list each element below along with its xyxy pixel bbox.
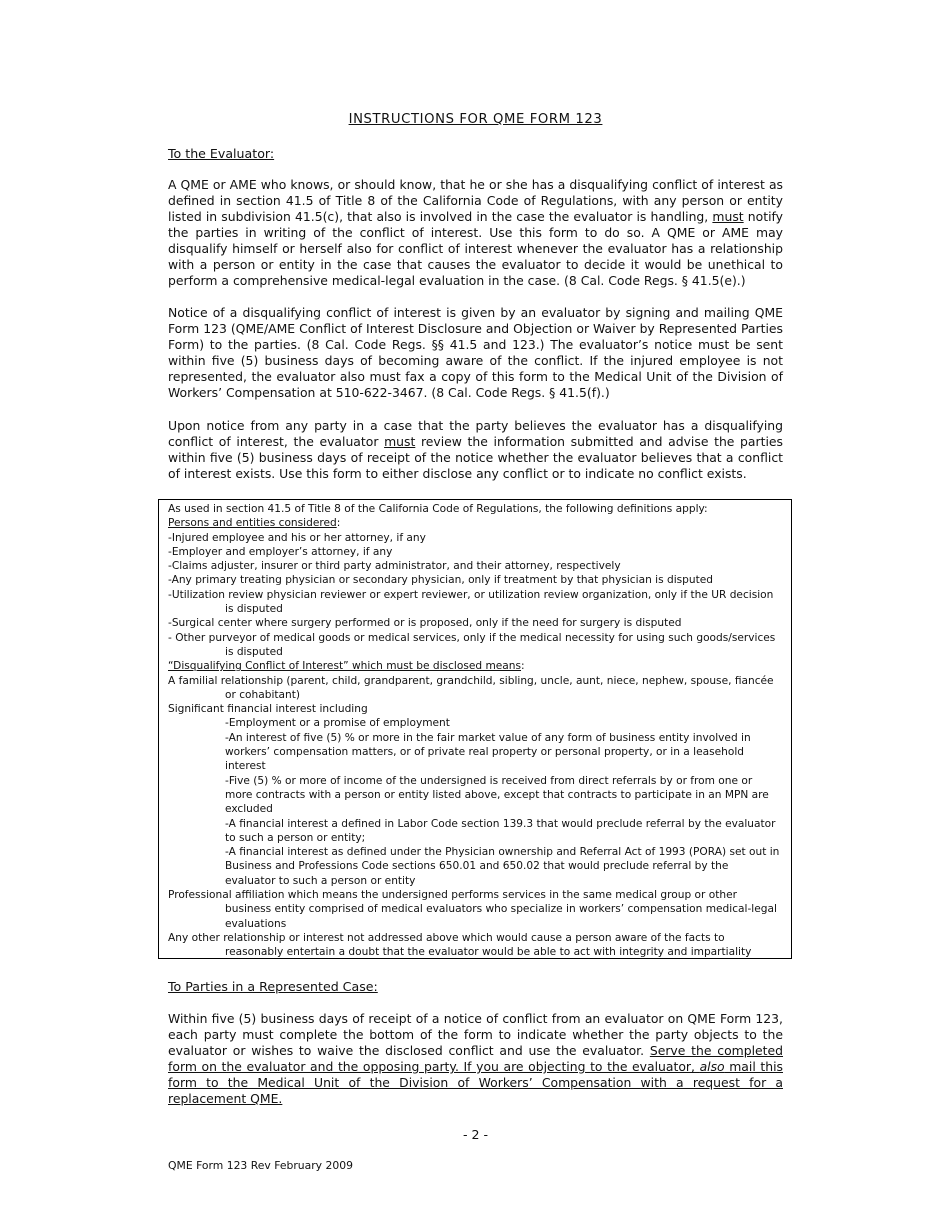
also-emphasis: also	[699, 1059, 725, 1074]
evaluator-p3-text-a: Upon notice from any party in a case that the party believes the evaluator has a disqualifying conflict of interest, the evaluator	[168, 418, 783, 449]
persons-list-item: -Utilization review physician reviewer or expert reviewer, or utilization review organization, only if the UR decision is disputed	[168, 588, 774, 616]
page-title: INSTRUCTIONS FOR QME FORM 123	[348, 112, 603, 127]
parties-text-u2: mail this form to the Medical Unit of the Division of Workers’ Compensation with a request for a replacement QME.	[168, 1059, 783, 1106]
definitions-intro: As used in section 41.5 of Title 8 of the California Code of Regulations, the following definitions apply:	[168, 503, 708, 515]
parties-paragraph	[168, 1011, 783, 1107]
conflict-heading-line	[168, 659, 781, 673]
page-number: - 2 -	[462, 1127, 489, 1142]
persons-list-item: -Claims adjuster, insurer or third party administrator, and their attorney, respectively	[168, 560, 621, 573]
persons-heading-colon: :	[336, 517, 341, 530]
must-emphasis: must	[384, 434, 416, 449]
evaluator-p3-text-b: review the information submitted and advise the parties within five (5) business days of receipt of the notice whether the evaluator believes that a conflict of interest exists. Use this form to either disclose any conflict or to indicate no conflict exists.	[168, 434, 783, 481]
evaluator-paragraph-2	[168, 305, 783, 401]
persons-heading: Persons and entities considered	[168, 517, 337, 530]
familial-definition: A familial relationship (parent, child, grandparent, grandchild, sibling, uncle, aunt, niece, nephew, spouse, fiancée or cohabitant)	[168, 674, 774, 701]
conflict-heading: “Disqualifying Conflict of Interest” which must be disclosed means	[168, 660, 522, 673]
definitions-box	[158, 499, 792, 959]
persons-list-item: -Employer and employer’s attorney, if any	[168, 545, 393, 558]
must-emphasis: must	[712, 209, 744, 224]
evaluator-heading: To the Evaluator:	[168, 146, 275, 161]
parties-text-a: Within five (5) business days of receipt of a notice of conflict from an evaluator on QME Form 123, each party must complete the bottom of the form to indicate whether the party objects to the evaluator or wishes to waive the disclosed conflict and use the evaluator.	[168, 1011, 783, 1058]
financial-list-item: -A financial interest as defined under the Physician ownership and Referral Act of 1993 (PORA) set out in Business and Professions Code sections 650.01 and 650.02 that would preclude referral by the evaluator to such a person or entity	[225, 846, 780, 887]
evaluator-p1-text-b: notify the parties in writing of the conflict of interest. Use this form to do so. A QME or AME may disqualify himself or herself also for conflict of interest whenever the evaluator has a relationship with a person or entity in the case that causes the evaluator to decide it would be unethical to perform a comprehensive medical-legal evaluation in the case. (8 Cal. Code Regs. § 41.5(e).)	[168, 209, 783, 288]
financial-heading: Significant financial interest including	[168, 703, 368, 716]
persons-list-item: -Surgical center where surgery performed or is proposed, only if the need for surgery is disputed	[168, 617, 682, 630]
parties-text-u1: Serve the completed form on the evaluator and the opposing party. If you are objecting to the evaluator,	[168, 1043, 784, 1074]
professional-definition: Professional affiliation which means the undersigned performs services in the same medical group or other business entity comprised of medical evaluators who specialize in workers’ compensation medical-legal evaluations	[168, 889, 777, 930]
evaluator-p2-text: Notice of a disqualifying conflict of interest is given by an evaluator by signing and mailing QME Form 123 (QME/AME Conflict of Interest Disclosure and Objection or Waiver by Represented Parties Form) to the parties. (8 Cal. Code Regs. §§ 41.5 and 123.) The evaluator’s notice must be sent within five (5) business days of becoming aware of the conflict. If the injured employee is not represented, the evaluator also must fax a copy of this form to the Medical Unit of the Division of Workers’ Compensation at 510-622-3467. (8 Cal. Code Regs. § 41.5(f).)	[168, 305, 783, 400]
other-definition: Any other relationship or interest not addressed above which would cause a person aware of the facts to reasonably entertain a doubt that the evaluator would be able to act with integrity and impartiality	[168, 931, 752, 959]
persons-list-item: -Injured employee and his or her attorney, if any	[168, 531, 426, 544]
evaluator-p1-text-a: A QME or AME who knows, or should know, that he or she has a disqualifying conflict of interest as defined in section 41.5 of Title 8 of the California Code of Regulations, with any person or entity listed in subdivision 41.5(c), that also is involved in the case the evaluator is handling,	[168, 177, 783, 224]
persons-heading-line	[168, 516, 781, 530]
financial-list-item: -Five (5) % or more of income of the undersigned is received from direct referrals by or from one or more contracts with a person or entity listed above, except that contracts to participate in an MPN are excluded	[225, 774, 769, 816]
evaluator-paragraph-3	[168, 418, 783, 482]
persons-list-item: - Other purveyor of medical goods or medical services, only if the medical necessity for using such goods/services is disputed	[168, 631, 776, 658]
persons-list-item: -Any primary treating physician or secondary physician, only if treatment by that physician is disputed	[168, 574, 713, 587]
financial-list-item: -An interest of five (5) % or more in the fair market value of any form of business entity involved in workers’ compensation matters, or of private real property or personal property, or in a leasehold interest	[225, 731, 751, 773]
evaluator-paragraph-1	[168, 177, 783, 289]
parties-heading: To Parties in a Represented Case:	[168, 979, 378, 994]
conflict-heading-colon: :	[521, 660, 525, 673]
form-footer: QME Form 123 Rev February 2009	[168, 1159, 353, 1172]
financial-list-item: -Employment or a promise of employment	[225, 717, 450, 730]
financial-list-item: -A financial interest a defined in Labor Code section 139.3 that would preclude referral by the evaluator to such a person or entity;	[225, 817, 776, 844]
